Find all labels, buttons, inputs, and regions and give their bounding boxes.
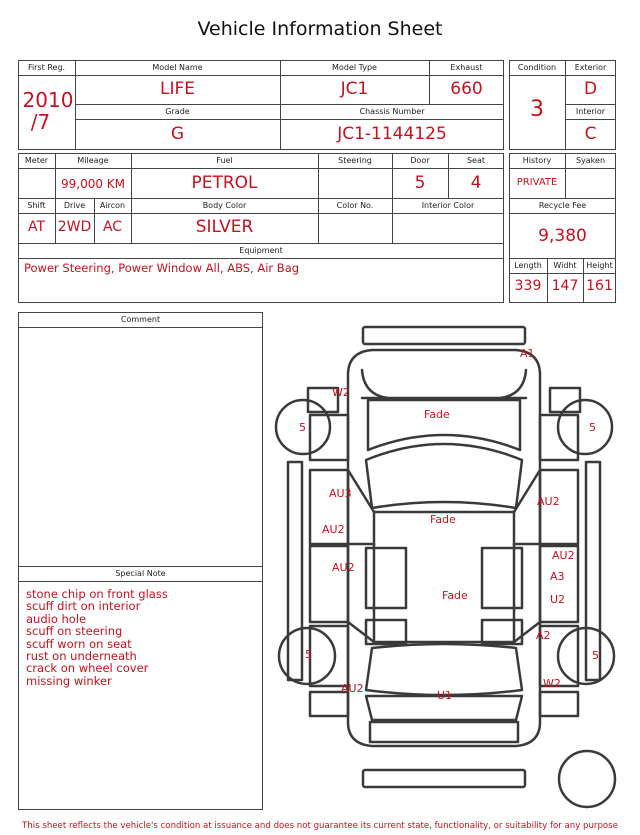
height-label: Height — [586, 261, 613, 270]
width-label: Widht — [553, 261, 577, 270]
model-type-value: JC1 — [340, 79, 369, 99]
wheel-grade: 5 — [299, 421, 306, 434]
special-note-label: Special Note — [115, 569, 166, 578]
grade-label: Grade — [165, 107, 190, 116]
aircon-value: AC — [102, 219, 123, 235]
damage-mark: U2 — [550, 593, 566, 606]
height-value: 161 — [586, 278, 613, 294]
damage-mark: A1 — [520, 347, 535, 360]
interior-value: C — [584, 124, 597, 144]
history-label: History — [522, 156, 552, 165]
list-item: rust on underneath — [26, 649, 137, 664]
damage-mark: AU2 — [322, 523, 345, 536]
condition-value: 3 — [530, 97, 544, 122]
damage-mark: AU2 — [341, 682, 364, 695]
meter-label: Meter — [24, 156, 49, 165]
exterior-value: D — [583, 79, 598, 99]
interior-color-label: Interior Color — [421, 201, 475, 210]
page-title: Vehicle Information Sheet — [197, 18, 443, 40]
model-type-label: Model Type — [332, 63, 377, 72]
door-label: Door — [410, 156, 430, 165]
color-no-label: Color No. — [336, 201, 374, 210]
damage-mark: AU3 — [329, 487, 352, 500]
wheel-grade: 5 — [592, 649, 599, 662]
recycle-fee-value: 9,380 — [538, 226, 587, 246]
damage-mark: Fade — [442, 589, 468, 602]
equipment-value: Power Steering, Power Window All, ABS, Air Bag — [24, 261, 300, 275]
aircon-label: Aircon — [99, 201, 126, 210]
wheel-grade: 5 — [589, 421, 596, 434]
shift-value: AT — [27, 219, 46, 235]
list-item: stone chip on front glass — [26, 587, 168, 601]
wheel-grade: 5 — [305, 648, 312, 661]
list-item: missing winker — [26, 673, 112, 688]
exhaust-label: Exhaust — [450, 63, 483, 72]
syaken-label: Syaken — [575, 156, 606, 165]
body-color-label: Body Color — [202, 201, 247, 210]
mileage-value: 99,000 KM — [60, 177, 126, 191]
exhaust-value: 660 — [450, 79, 483, 99]
length-label: Length — [514, 261, 542, 270]
shift-label: Shift — [27, 201, 46, 210]
first-reg-month: /7 — [30, 110, 51, 134]
equipment-label: Equipment — [239, 246, 283, 255]
drive-label: Drive — [63, 201, 86, 210]
body-color-value: SILVER — [195, 217, 254, 237]
model-name-value: LIFE — [159, 79, 195, 99]
first-reg-label: First Reg. — [27, 63, 66, 72]
damage-mark: AU2 — [552, 549, 575, 562]
damage-mark: AU2 — [537, 495, 560, 508]
damage-mark: Fade — [424, 408, 450, 421]
damage-mark: A2 — [536, 629, 551, 642]
fuel-label: Fuel — [216, 156, 233, 165]
condition-label: Condition — [517, 63, 557, 72]
damage-mark: A3 — [550, 570, 565, 583]
drive-value: 2WD — [57, 219, 92, 235]
damage-mark: W2 — [543, 677, 561, 690]
width-value: 147 — [551, 278, 579, 294]
fuel-value: PETROL — [191, 173, 258, 193]
damage-mark: Fade — [430, 513, 456, 526]
list-item: scuff dirt on interior — [26, 599, 141, 614]
list-item: audio hole — [26, 611, 87, 626]
exterior-label: Exterior — [574, 63, 607, 72]
disclaimer-footer: This sheet reflects the vehicle's condition at issuance and does not guarantee its current state, functionality, or suitability for any purpose — [22, 821, 618, 831]
list-item: crack on wheel cover — [26, 661, 149, 676]
seat-value: 4 — [470, 173, 482, 193]
seat-label: Seat — [466, 156, 486, 165]
first-reg-year: 2010 — [22, 88, 74, 112]
length-value: 339 — [514, 278, 542, 294]
grade-value: G — [170, 124, 185, 144]
list-item: scuff worn on seat — [26, 636, 132, 651]
comment-label: Comment — [120, 315, 161, 324]
list-item: scuff on steering — [26, 624, 123, 639]
history-value: PRIVATE — [516, 177, 558, 188]
chassis-number-label: Chassis Number — [359, 107, 425, 116]
chassis-number-value: JC1-1144125 — [337, 124, 447, 144]
model-name-label: Model Name — [152, 63, 203, 72]
damage-mark: U1 — [437, 689, 453, 702]
mileage-label: Mileage — [77, 156, 109, 165]
recycle-fee-label: Recycle Fee — [538, 201, 587, 210]
steering-label: Steering — [338, 156, 372, 165]
door-value: 5 — [414, 173, 426, 193]
damage-mark: W2 — [332, 386, 350, 399]
damage-mark: AU2 — [332, 561, 355, 574]
interior-label: Interior — [575, 107, 606, 116]
